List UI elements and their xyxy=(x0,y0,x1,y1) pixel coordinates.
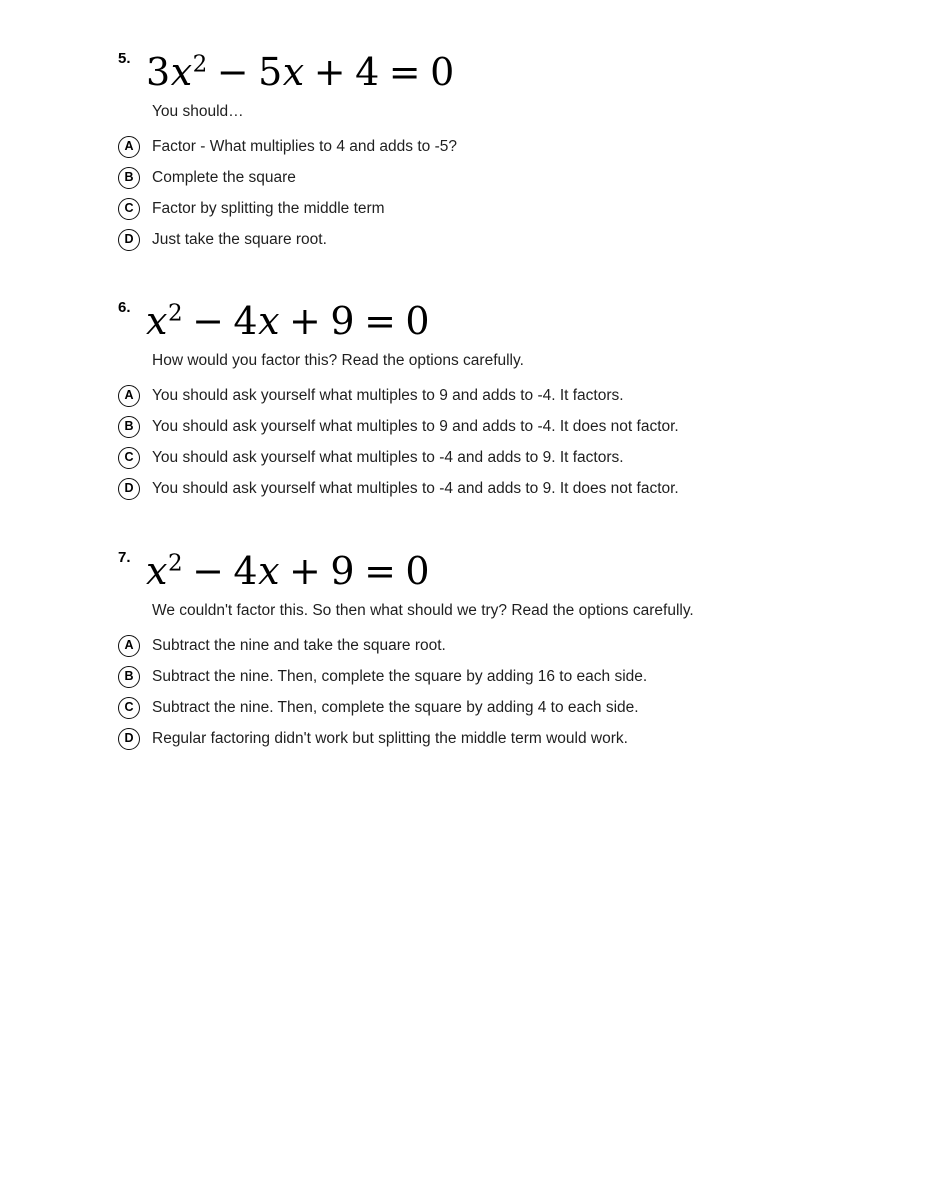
option-row-6-b[interactable] xyxy=(118,411,908,442)
option-label-5-c: Factor by splitting the middle term xyxy=(152,199,385,217)
option-row-5-c[interactable] xyxy=(118,193,908,224)
equation-5-variable: x xyxy=(170,50,193,94)
equation-6 xyxy=(146,293,430,347)
equation-6-minus-operator: − xyxy=(192,299,225,343)
option-row-7-d[interactable] xyxy=(118,723,908,754)
option-bubble-d-icon[interactable]: D xyxy=(118,728,140,750)
option-bubble-c-icon[interactable]: C xyxy=(118,447,140,469)
option-bubble-a-icon[interactable]: A xyxy=(118,635,140,657)
equation-7-variable2: x xyxy=(258,549,281,593)
option-label-7-a: Subtract the nine and take the square root. xyxy=(152,636,446,654)
option-label-7-b: Subtract the nine. Then, complete the square by adding 16 to each side. xyxy=(152,667,648,685)
question-number-7: 7. xyxy=(118,549,131,566)
option-row-7-b[interactable] xyxy=(118,661,908,692)
equation-6-linear-coefficient: 4 xyxy=(233,299,259,343)
options-list-7 xyxy=(118,630,908,754)
options-list-5 xyxy=(118,131,908,255)
question-block-7 xyxy=(118,543,908,754)
options-list-6 xyxy=(118,380,908,504)
option-row-6-a[interactable] xyxy=(118,380,908,411)
option-label-7-d: Regular factoring didn't work but splitting the middle term would work. xyxy=(152,729,628,747)
question-header-5 xyxy=(118,44,908,100)
equation-5-constant: 4 xyxy=(355,50,380,94)
question-block-5 xyxy=(118,44,908,255)
option-label-5-a: Factor - What multiplies to 4 and adds to -5? xyxy=(152,137,457,155)
question-block-6 xyxy=(118,293,908,504)
equation-7-minus-operator: − xyxy=(192,549,225,593)
option-bubble-b-icon[interactable]: B xyxy=(118,666,140,688)
option-label-6-c: You should ask yourself what multiples to -4 and adds to 9. It factors. xyxy=(152,448,624,466)
question-prompt-5: You should… xyxy=(152,103,244,120)
equation-7-constant: 9 xyxy=(330,549,356,593)
option-bubble-c-icon[interactable]: C xyxy=(118,198,140,220)
option-bubble-c-icon[interactable]: C xyxy=(118,697,140,719)
equation-5-rhs: 0 xyxy=(430,50,455,94)
equation-6-exponent: 2 xyxy=(167,300,184,327)
equation-5-linear-coefficient: 5 xyxy=(258,50,283,94)
equation-7-plus-operator: + xyxy=(289,549,322,593)
equation-7 xyxy=(146,543,430,597)
option-label-6-a: You should ask yourself what multiples to 9 and adds to -4. It factors. xyxy=(152,386,624,404)
equation-6-variable2: x xyxy=(258,299,281,343)
equation-7-rhs: 0 xyxy=(405,549,431,593)
question-header-6 xyxy=(118,293,908,349)
option-label-5-d: Just take the square root. xyxy=(152,230,327,248)
option-label-5-b: Complete the square xyxy=(152,168,296,186)
equation-7-variable: x xyxy=(146,549,168,593)
question-number-5: 5. xyxy=(118,50,131,67)
option-row-5-d[interactable] xyxy=(118,224,908,255)
question-prompt-6: How would you factor this? Read the options carefully. xyxy=(152,352,524,369)
equation-7-exponent: 2 xyxy=(167,550,184,577)
equation-7-linear-coefficient: 4 xyxy=(233,549,259,593)
equation-6-constant: 9 xyxy=(330,299,356,343)
option-bubble-a-icon[interactable]: A xyxy=(118,136,140,158)
option-bubble-b-icon[interactable]: B xyxy=(118,416,140,438)
equation-6-equals-operator: = xyxy=(364,299,397,343)
question-header-7 xyxy=(118,543,908,599)
option-bubble-d-icon[interactable]: D xyxy=(118,478,140,500)
equation-5-equals-operator: = xyxy=(388,50,422,94)
equation-5-coefficient: 3 xyxy=(146,50,171,94)
equation-5 xyxy=(146,44,455,98)
option-row-7-c[interactable] xyxy=(118,692,908,723)
option-row-6-d[interactable] xyxy=(118,473,908,504)
equation-7-equals-operator: = xyxy=(364,549,397,593)
option-bubble-d-icon[interactable]: D xyxy=(118,229,140,251)
option-bubble-b-icon[interactable]: B xyxy=(118,167,140,189)
equation-6-rhs: 0 xyxy=(405,299,431,343)
option-row-7-a[interactable] xyxy=(118,630,908,661)
equation-5-exponent: 2 xyxy=(192,51,208,78)
equation-5-variable2: x xyxy=(282,50,305,94)
question-number-6: 6. xyxy=(118,299,131,316)
equation-6-variable: x xyxy=(146,299,168,343)
equation-5-minus-operator: − xyxy=(216,50,250,94)
option-row-5-b[interactable] xyxy=(118,162,908,193)
option-bubble-a-icon[interactable]: A xyxy=(118,385,140,407)
equation-6-plus-operator: + xyxy=(289,299,322,343)
equation-5-plus-operator: + xyxy=(313,50,347,94)
option-label-7-c: Subtract the nine. Then, complete the square by adding 4 to each side. xyxy=(152,698,639,716)
option-label-6-d: You should ask yourself what multiples to -4 and adds to 9. It does not factor. xyxy=(152,479,679,497)
option-row-6-c[interactable] xyxy=(118,442,908,473)
option-label-6-b: You should ask yourself what multiples to 9 and adds to -4. It does not factor. xyxy=(152,417,679,435)
option-row-5-a[interactable] xyxy=(118,131,908,162)
question-prompt-7: We couldn't factor this. So then what should we try? Read the options carefully. xyxy=(152,602,694,619)
